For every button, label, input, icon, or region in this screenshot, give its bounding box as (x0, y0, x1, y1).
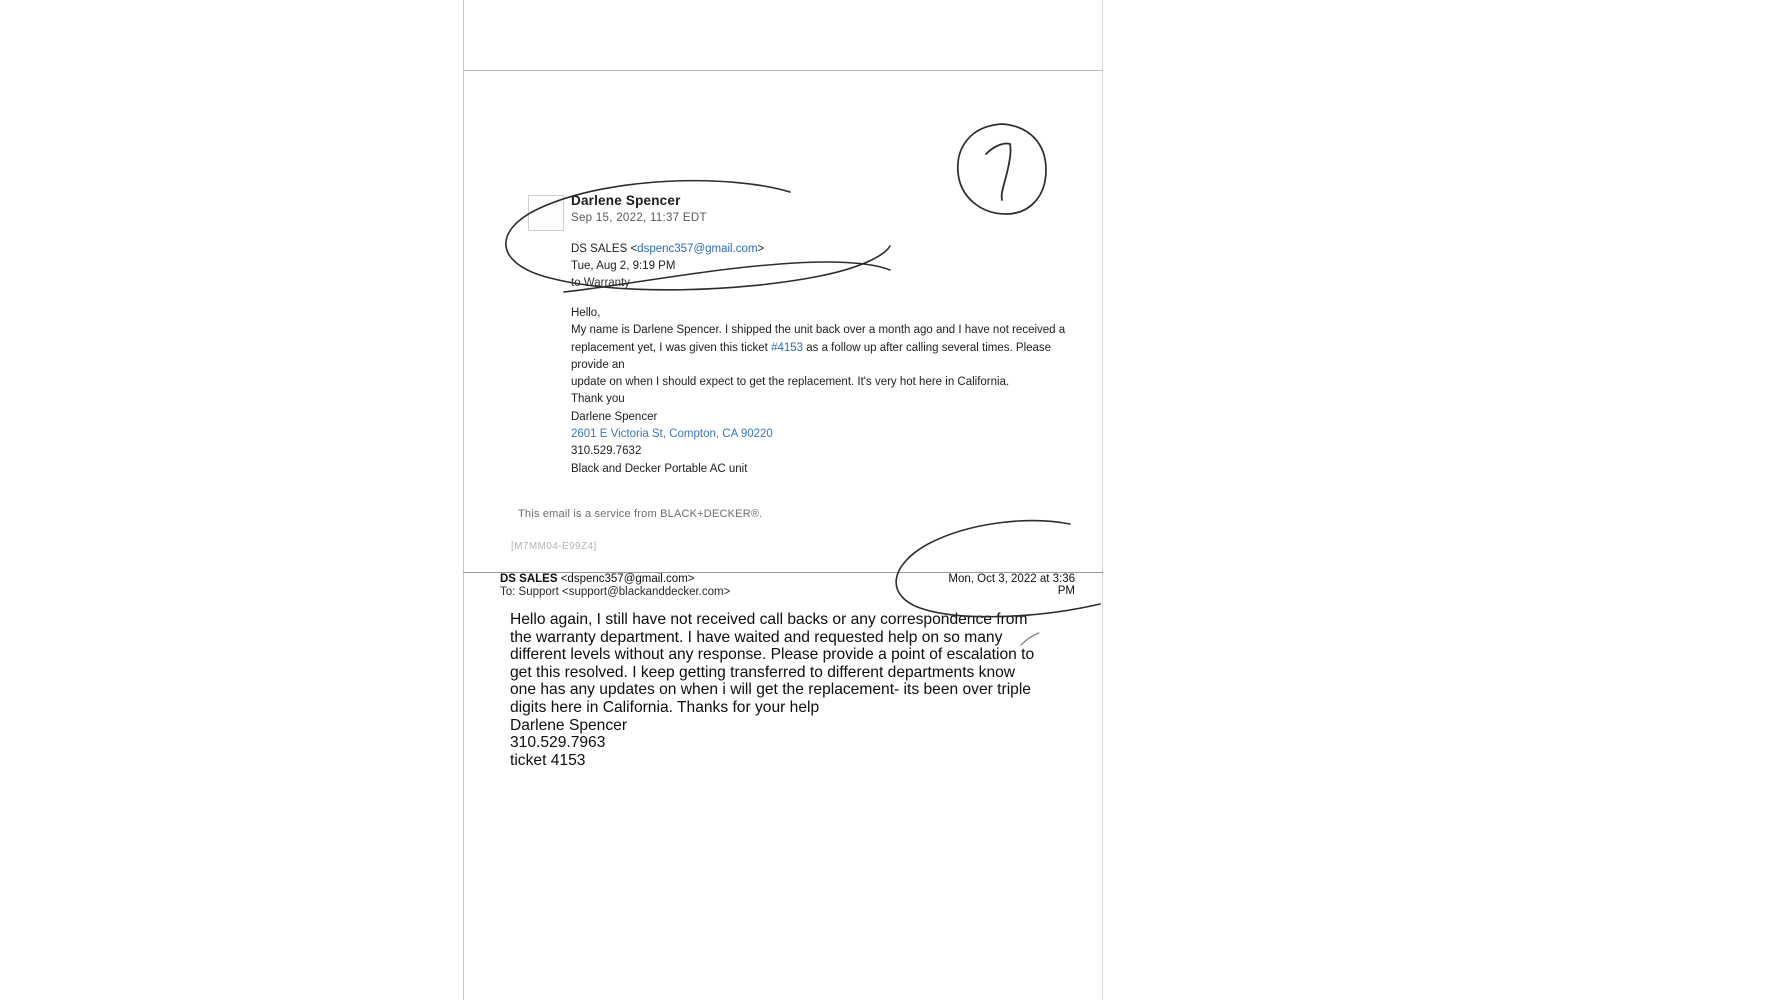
from-label: DS SALES < (571, 243, 638, 255)
message-bottom-line: different levels without any response. Please provide a point of escalation to (510, 646, 1035, 664)
message-bottom-line: the warranty department. I have waited and requested help on so many (510, 628, 1003, 646)
service-note: This email is a service from BLACK+DECKER®. (518, 508, 763, 520)
message-bottom-line: Darlene Spencer (510, 716, 628, 734)
to-line: to Warranty (571, 277, 631, 289)
message-bottom-line: one has any updates on when i will get the replacement- its been over triple (510, 681, 1031, 699)
tracking-code: [M7MM04-E99Z4] (511, 541, 597, 552)
message-bottom-line: ticket 4153 (510, 751, 586, 769)
message-bottom-from (500, 573, 695, 585)
avatar (528, 195, 564, 231)
scanned-page (463, 0, 1103, 1000)
body-phone: 310.529.7632 (571, 445, 642, 458)
scan-edge-left (463, 0, 464, 1000)
scan-edge-top-rule (463, 70, 1103, 71)
quoted-date: Tue, Aug 2, 9:19 PM (571, 260, 676, 272)
message-bottom-from-email: <dspenc357@gmail.com> (560, 573, 695, 585)
from-email-link[interactable]: dspenc357@gmail.com (637, 243, 758, 255)
message-bottom-line: get this resolved. I keep getting transferred to different departments know (510, 663, 1016, 681)
message-bottom-line: Hello again, I still have not received call backs or any correspondence from (510, 611, 1028, 628)
body-signoff: Thank you (571, 393, 625, 406)
body-line-2-tail: as a follow up after calling several times. Please provide an (571, 341, 1052, 371)
sender-timestamp: Sep 15, 2022, 11:37 EDT (571, 212, 707, 224)
body-line-1: My name is Darlene Spencer. I shipped the unit back over a month ago and I have not received a (571, 324, 1066, 337)
message-bottom-to: To: Support <support@blackanddecker.com> (500, 586, 731, 598)
message-top-body (571, 305, 1071, 478)
body-line-2-text: replacement yet, I was given this ticket (571, 341, 772, 354)
body-line-3: update on when I should expect to get the replacement. It's very hot here in California. (571, 376, 1010, 389)
from-close: > (757, 243, 765, 255)
scan-edge-right (1102, 0, 1103, 1000)
message-bottom-line: 310.529.7963 (510, 734, 606, 752)
body-greeting: Hello, (571, 307, 601, 319)
message-bottom-date: Mon, Oct 3, 2022 at 3:36 PM (948, 573, 1075, 597)
scan-top-margin (464, 0, 1102, 70)
body-address-link[interactable]: 2601 E Victoria St, Compton, CA 90220 (571, 428, 773, 441)
from-line (571, 243, 764, 255)
body-product: Black and Decker Portable AC unit (571, 462, 748, 475)
ticket-reference[interactable]: #4153 (771, 341, 804, 354)
sender-name: Darlene Spencer (571, 193, 681, 208)
message-bottom-line: digits here in California. Thanks for your help (510, 698, 820, 716)
body-line-2 (571, 340, 1071, 375)
message-bottom-from-name: DS SALES (500, 573, 558, 585)
body-signature-name: Darlene Spencer (571, 410, 658, 423)
message-bottom-body (510, 611, 1068, 769)
